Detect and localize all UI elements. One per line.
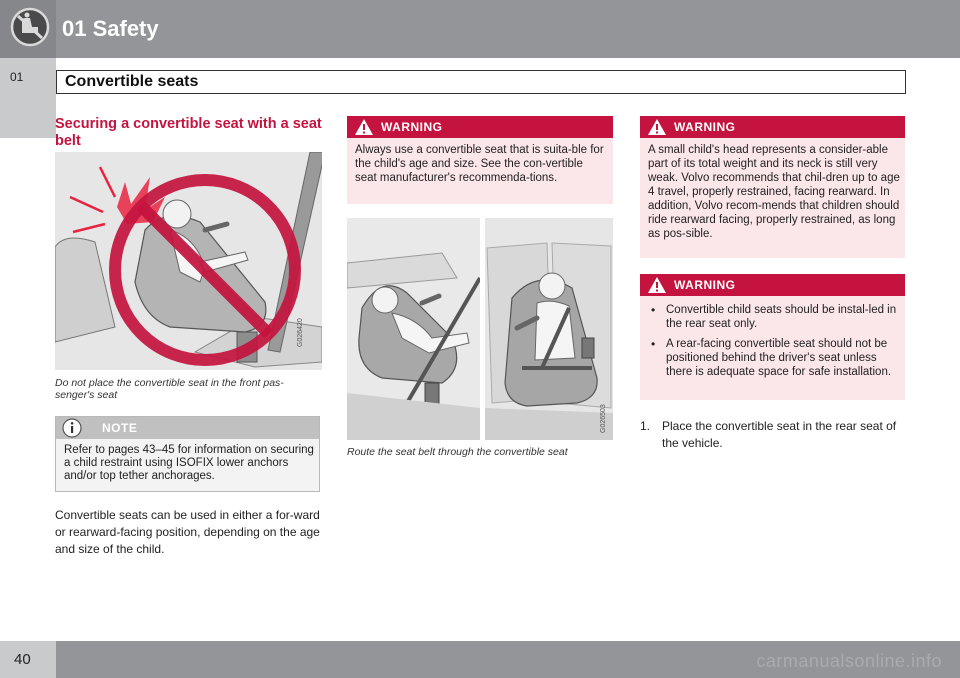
- warning-triangle-icon: [647, 276, 667, 294]
- image-caption: Do not place the convertible seat in the front pas-senger's seat: [55, 377, 284, 401]
- header-icon-box: [0, 0, 56, 58]
- side-tab-number: 01: [10, 70, 24, 84]
- warning-box-rearward-facing: [640, 116, 905, 258]
- warning-box-rear-seat-only: [640, 274, 905, 400]
- instruction-step: [640, 418, 908, 452]
- image-code: G026503: [600, 404, 607, 433]
- subsection-heading: Securing a convertible seat with a seat belt: [55, 116, 322, 149]
- front-seat-prohibited-illustration: [55, 152, 322, 370]
- section-title: Convertible seats: [65, 73, 199, 90]
- section-header: [56, 70, 906, 94]
- chapter-side-tab: [0, 58, 56, 138]
- chapter-title: 01 Safety: [62, 16, 159, 41]
- warning-bullet-list: [648, 303, 900, 385]
- warning-triangle-icon: [647, 118, 667, 136]
- step-number: 1.: [640, 419, 651, 433]
- watermark: carmanualsonline.info: [756, 651, 942, 671]
- warning-header: [640, 116, 905, 138]
- warning-title: WARNING: [381, 120, 443, 134]
- belt-routing-illustration: [347, 218, 613, 440]
- body-paragraph: Convertible seats can be used in either a for-ward or rearward-facing position, depending on the age and size of the child.: [55, 508, 320, 556]
- warning-box-seat-suitability: [347, 116, 613, 204]
- warning-text: Always use a convertible seat that is suita-ble for the child's age and size. See the con-vertible seat manufacturer's recommenda-tions.: [355, 144, 604, 184]
- warning-header: [640, 274, 905, 296]
- page-number: 40: [14, 651, 31, 668]
- note-header: [56, 417, 319, 439]
- info-icon: [62, 418, 82, 438]
- page-number-box: [0, 641, 56, 678]
- image-caption: Route the seat belt through the convertible seat: [347, 446, 568, 458]
- warning-text: A small child's head represents a consider-able part of its total weight and its neck is still very weak. Volvo recommends that chil-dren up to age 4 travel, properly restrained, facing rearward. In addition, Volvo recom-mends that children should ride rearward facing, properly restrained, as long as pos-sible.: [648, 144, 900, 240]
- step-text: Place the convertible seat in the rear seat of the vehicle.: [662, 419, 897, 450]
- warning-bullet: • Convertible child seats should be instal-led in the rear seat only.: [648, 303, 900, 331]
- warning-title: WARNING: [674, 120, 736, 134]
- footer-bar: [0, 641, 960, 678]
- note-box: [55, 416, 320, 492]
- warning-bullet: • A rear-facing convertible seat should not be positioned behind the driver's seat unless there is adequate space for safe installation.: [648, 337, 900, 379]
- warning-header: [347, 116, 613, 138]
- no-child-seat-icon: [10, 7, 50, 47]
- note-text: Refer to pages 43–45 for information on securing a child restraint using ISOFIX lower anchors and/or top tether anchorages.: [64, 444, 314, 482]
- image-code: G026420: [297, 318, 304, 347]
- note-title: NOTE: [102, 421, 138, 435]
- warning-title: WARNING: [674, 278, 736, 292]
- warning-triangle-icon: [354, 118, 374, 136]
